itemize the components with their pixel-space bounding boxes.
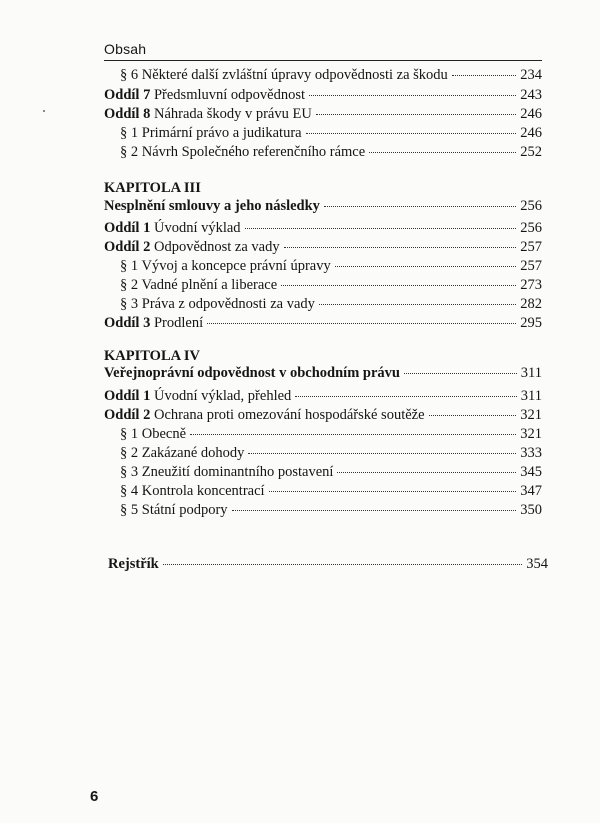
index-label: Rejstřík [108,556,159,572]
leader-dots [306,133,517,134]
leader-dots [316,114,516,115]
leader-dots [281,285,516,286]
section-prefix: Oddíl 3 [104,315,151,331]
toc-entry-label: § 2 Zakázané dohody [120,445,245,461]
leader-dots [269,491,517,492]
toc-entry-page: 257 [520,258,542,274]
toc-entry-label: § 1 Primární právo a judikatura [120,125,302,141]
toc-entry-label: § 3 Zneužití dominantního postavení [120,464,334,480]
chapter-label: KAPITOLA IV [104,348,201,364]
toc-entry-label: Oddíl 7 Předsmluvní odpovědnost [104,87,306,103]
chapter-title-entry [104,364,542,382]
toc-entry-label: Oddíl 8 Náhrada škody v právu EU [104,106,312,122]
toc-entry-page: 246 [520,125,542,141]
toc-entry [120,425,542,443]
toc-entry-label: Oddíl 1 Úvodní výklad [104,220,241,236]
toc-entry-label: Oddíl 2 Ochrana proti omezování hospodářské soutěže [104,407,425,423]
toc-entry-page: 295 [520,315,542,331]
chapter-title: Veřejnoprávní odpovědnost v obchodním právu [104,365,400,381]
toc-entry [120,66,542,84]
toc-entry [120,143,542,161]
chapter-label: KAPITOLA III [104,180,201,196]
toc-entry [120,482,542,500]
leader-dots [245,228,517,229]
toc-entry-page: 273 [520,277,542,293]
toc-entry-page: 246 [520,106,542,122]
toc-entry-page: 347 [520,483,542,499]
section-prefix: Oddíl 7 [104,87,151,103]
leader-dots [324,206,516,207]
leader-dots [309,95,516,96]
toc-entry-label: § 2 Návrh Společného referenčního rámce [120,144,366,160]
toc-entry [120,501,542,519]
toc-entry [120,276,542,294]
leader-dots [335,266,517,267]
leader-dots [369,152,516,153]
toc-entry [104,219,542,237]
leader-dots [248,453,516,454]
toc-entry [104,238,542,256]
toc-entry-label: § 1 Obecně [120,426,187,442]
page-number: 6 [90,788,99,805]
leader-dots [190,434,516,435]
leader-dots [232,510,517,511]
toc-entry-label: § 6 Některé další zvláštní úpravy odpovědnosti za škodu [120,67,448,83]
toc-entry-page: 311 [520,388,542,404]
toc-entry-label: Oddíl 1 Úvodní výklad, přehled [104,388,292,404]
toc-entry [104,86,542,104]
section-prefix: Oddíl 1 [104,388,151,404]
toc-entry-page: 311 [520,365,542,381]
toc-entry-label: § 4 Kontrola koncentrací [120,483,265,499]
leader-dots [163,564,523,565]
toc-entry-label: Oddíl 2 Odpovědnost za vady [104,239,280,255]
toc-entry-page: 243 [520,87,542,103]
toc-entry-page: 234 [520,67,542,83]
toc-entry-label: § 5 Státní podpory [120,502,228,518]
toc-entry [104,314,542,332]
running-header [104,41,542,61]
leader-dots [295,396,516,397]
toc-entry-label: § 2 Vadné plnění a liberace [120,277,278,293]
toc-entry [104,387,542,405]
toc-entry-page: 256 [520,198,542,214]
toc-entry-page: 282 [520,296,542,312]
toc-entry [120,444,542,462]
toc-entry-page: 345 [520,464,542,480]
toc-entry-page: 321 [520,407,542,423]
toc-entry [120,295,542,313]
toc-entry [104,105,542,123]
index-entry [108,555,548,573]
leader-dots [284,247,517,248]
leader-dots [337,472,516,473]
toc-entry-page: 350 [520,502,542,518]
toc-entry-page: 257 [520,239,542,255]
section-prefix: Oddíl 2 [104,239,151,255]
leader-dots [207,323,516,324]
toc-entry-label: § 3 Práva z odpovědnosti za vady [120,296,315,312]
section-prefix: Oddíl 1 [104,220,151,236]
toc-entry-label: § 1 Vývoj a koncepce právní úpravy [120,258,331,274]
chapter-title: Nesplnění smlouvy a jeho následky [104,198,320,214]
toc-entry [120,463,542,481]
toc-entry [120,257,542,275]
section-prefix: Oddíl 2 [104,407,151,423]
toc-entry [120,124,542,142]
toc-entry [104,406,542,424]
toc-entry-page: 321 [520,426,542,442]
chapter-title-entry [104,197,542,215]
toc-entry-page: 252 [520,144,542,160]
section-prefix: Oddíl 8 [104,106,151,122]
header-title: Obsah [104,41,147,57]
leader-dots [319,304,516,305]
leader-dots [404,373,517,374]
scan-speck [43,110,45,112]
toc-entry-label: Oddíl 3 Prodlení [104,315,204,331]
leader-dots [452,75,516,76]
toc-entry-page: 333 [520,445,542,461]
leader-dots [429,415,517,416]
toc-entry-page: 256 [520,220,542,236]
toc-entry-page: 354 [526,556,548,572]
